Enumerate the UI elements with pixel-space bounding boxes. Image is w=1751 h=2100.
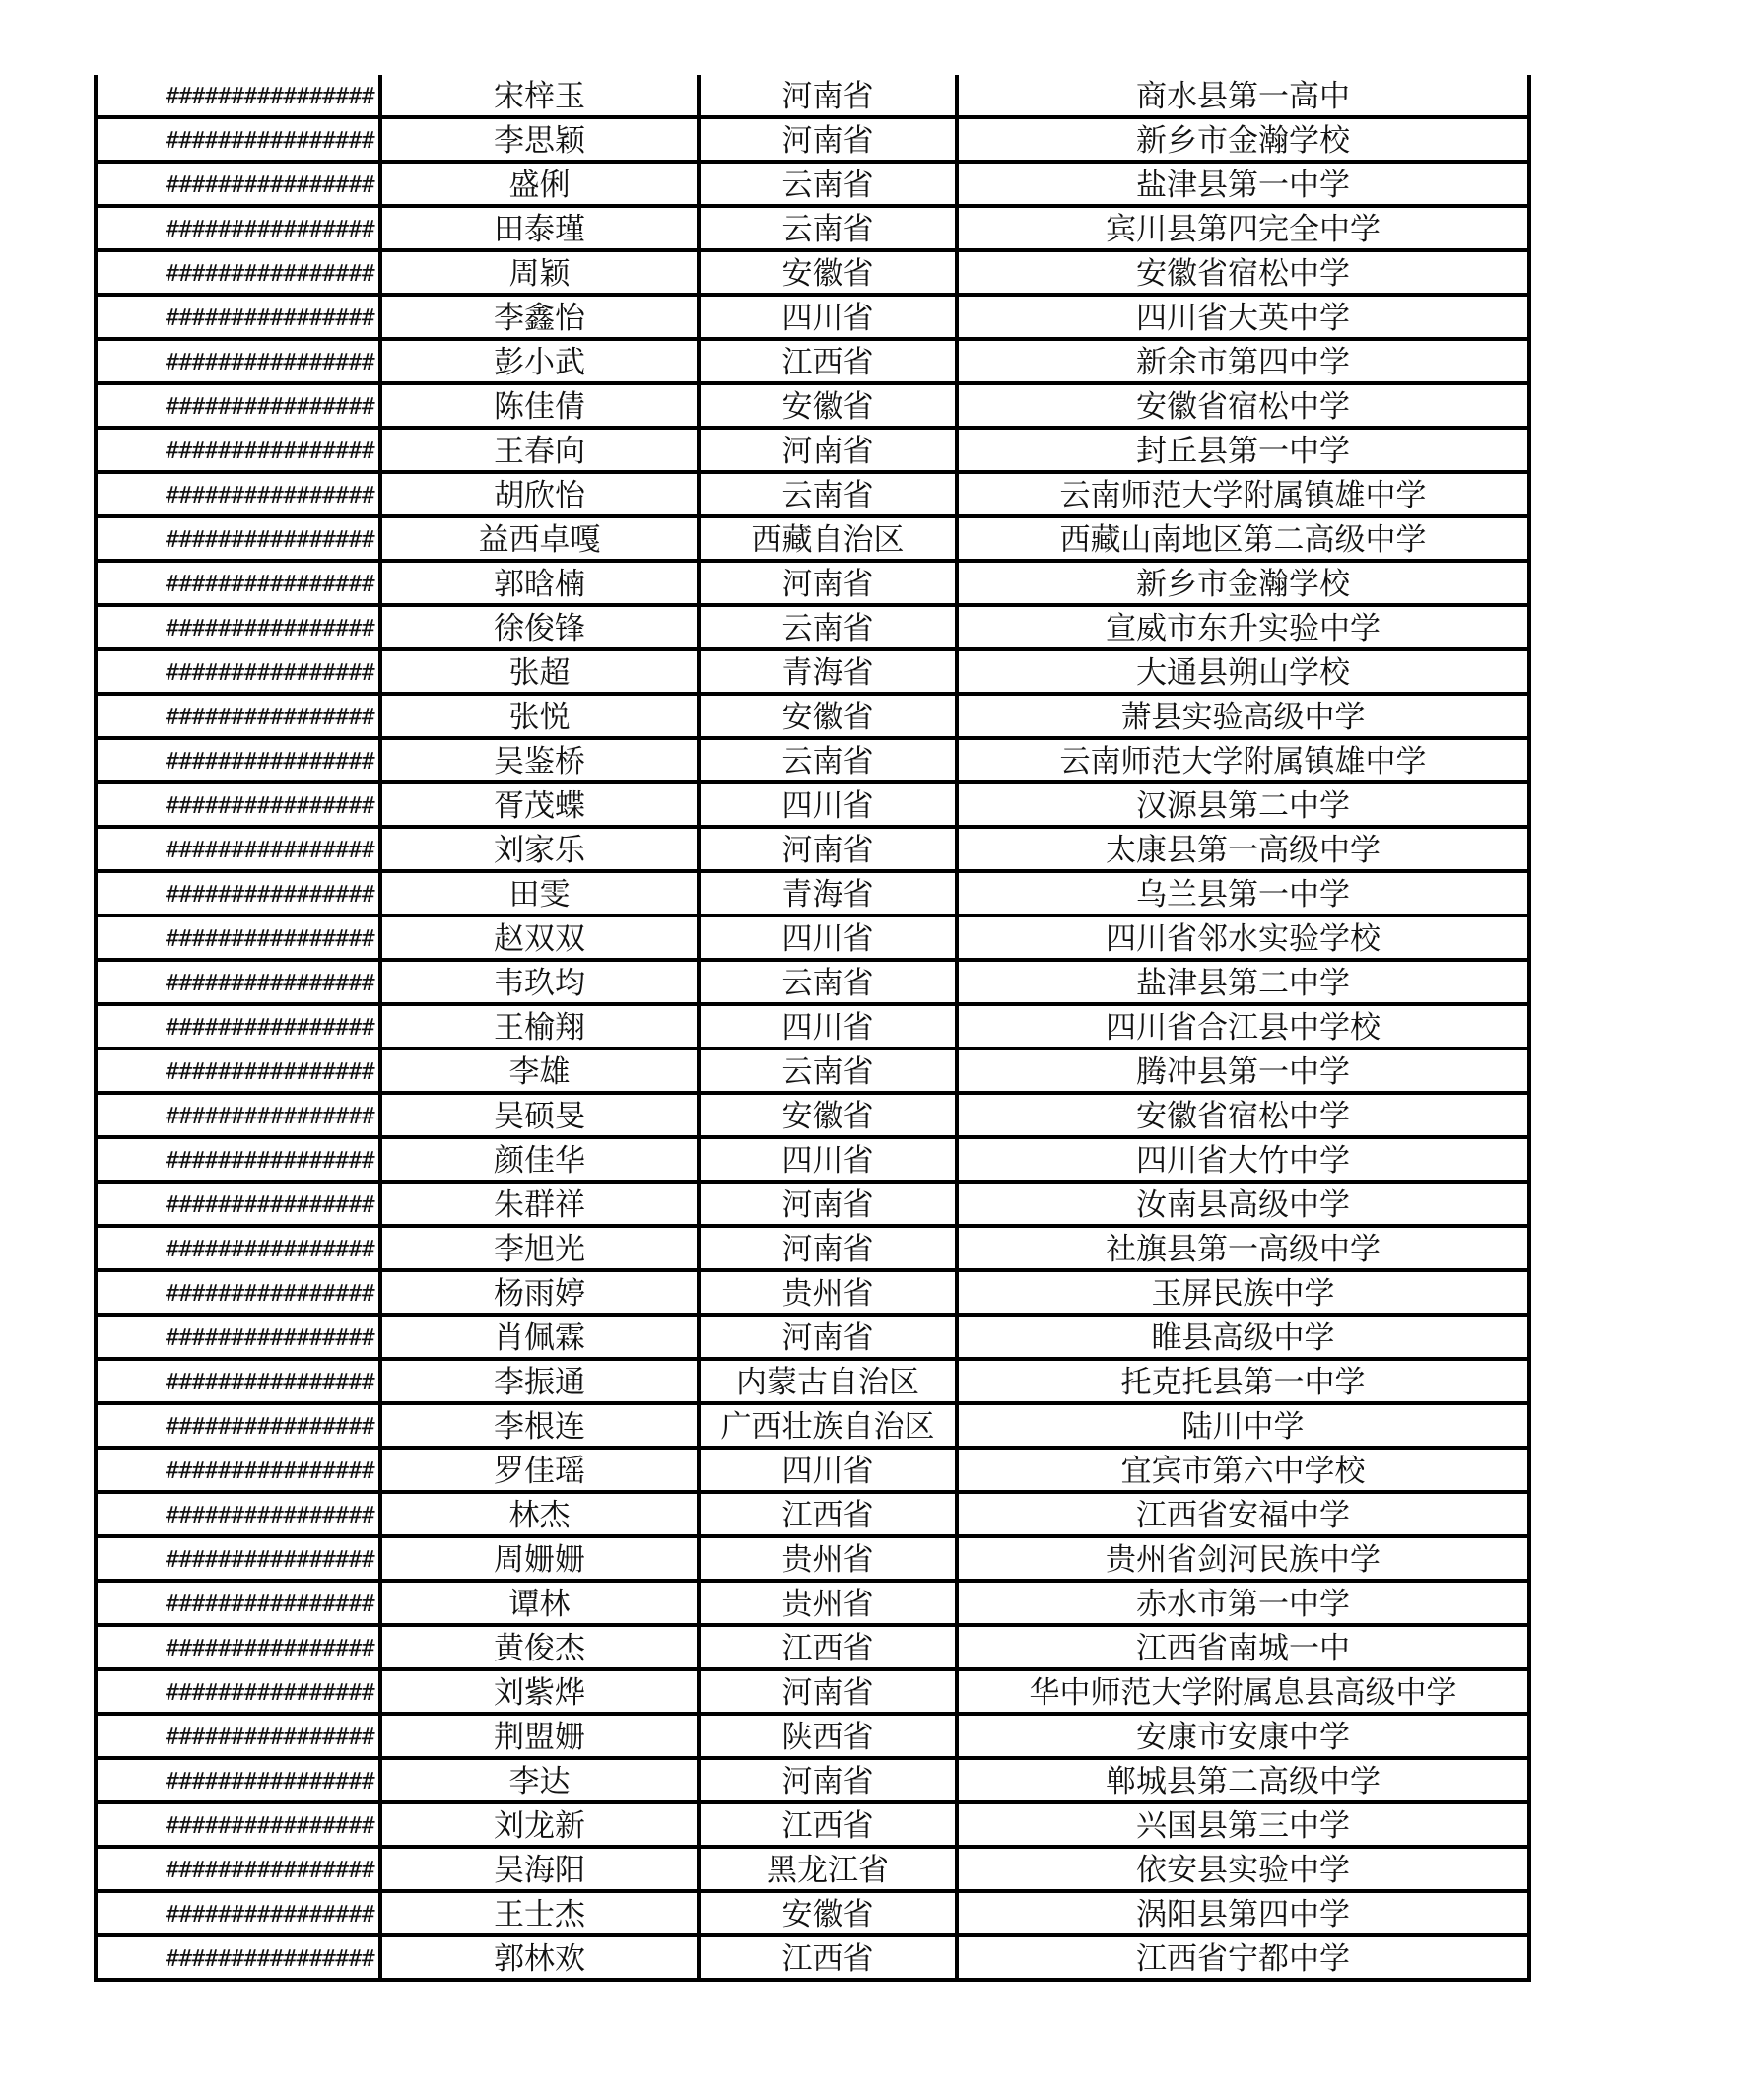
id-cell: ################ — [96, 649, 380, 694]
table-row — [96, 250, 1529, 295]
id-cell: ################ — [96, 1847, 380, 1891]
name-cell: 王榆翔 — [380, 1004, 699, 1049]
school-cell: 安徽省宿松中学 — [957, 250, 1529, 295]
id-cell: ################ — [96, 1448, 380, 1492]
table-row — [96, 1536, 1529, 1581]
name-cell: 郭林欢 — [380, 1935, 699, 1980]
id-cell: ################ — [96, 1714, 380, 1758]
id-cell: ################ — [96, 1137, 380, 1182]
table-row — [96, 738, 1529, 782]
table-row — [96, 782, 1529, 827]
name-cell: 周颖 — [380, 250, 699, 295]
province-cell: 河南省 — [699, 1226, 957, 1270]
school-cell: 郸城县第二高级中学 — [957, 1758, 1529, 1802]
name-cell: 吴硕旻 — [380, 1093, 699, 1137]
name-cell: 吴海阳 — [380, 1847, 699, 1891]
school-cell: 江西省宁都中学 — [957, 1935, 1529, 1980]
id-cell: ################ — [96, 1935, 380, 1980]
school-cell: 乌兰县第一中学 — [957, 871, 1529, 915]
name-cell: 田泰瑾 — [380, 206, 699, 250]
province-cell: 云南省 — [699, 206, 957, 250]
name-cell: 周姗姗 — [380, 1536, 699, 1581]
table-row — [96, 694, 1529, 738]
name-cell: 黄俊杰 — [380, 1625, 699, 1669]
id-cell: ################ — [96, 1049, 380, 1093]
name-cell: 刘龙新 — [380, 1802, 699, 1847]
school-cell: 新乡市金瀚学校 — [957, 561, 1529, 605]
id-cell: ################ — [96, 206, 380, 250]
id-cell: ################ — [96, 339, 380, 383]
table-row — [96, 1669, 1529, 1714]
table-row — [96, 1093, 1529, 1137]
id-cell: ################ — [96, 827, 380, 871]
table-row — [96, 428, 1529, 472]
table-row — [96, 1847, 1529, 1891]
school-cell: 安徽省宿松中学 — [957, 1093, 1529, 1137]
province-cell: 河南省 — [699, 75, 957, 117]
province-cell: 河南省 — [699, 827, 957, 871]
name-cell: 罗佳瑶 — [380, 1448, 699, 1492]
province-cell: 内蒙古自治区 — [699, 1359, 957, 1403]
id-cell: ################ — [96, 871, 380, 915]
province-cell: 安徽省 — [699, 1891, 957, 1935]
id-cell: ################ — [96, 1669, 380, 1714]
id-cell: ################ — [96, 1315, 380, 1359]
name-cell: 吴鉴桥 — [380, 738, 699, 782]
province-cell: 河南省 — [699, 561, 957, 605]
id-cell: ################ — [96, 782, 380, 827]
id-cell: ################ — [96, 738, 380, 782]
name-cell: 王春向 — [380, 428, 699, 472]
province-cell: 四川省 — [699, 1004, 957, 1049]
province-cell: 云南省 — [699, 162, 957, 206]
province-cell: 四川省 — [699, 295, 957, 339]
name-cell: 田雯 — [380, 871, 699, 915]
table-row — [96, 1049, 1529, 1093]
school-cell: 涡阳县第四中学 — [957, 1891, 1529, 1935]
school-cell: 托克托县第一中学 — [957, 1359, 1529, 1403]
school-cell: 封丘县第一中学 — [957, 428, 1529, 472]
school-cell: 安康市安康中学 — [957, 1714, 1529, 1758]
province-cell: 四川省 — [699, 1448, 957, 1492]
school-cell: 四川省邻水实验学校 — [957, 915, 1529, 960]
id-cell: ################ — [96, 250, 380, 295]
name-cell: 张超 — [380, 649, 699, 694]
province-cell: 黑龙江省 — [699, 1847, 957, 1891]
school-cell: 社旗县第一高级中学 — [957, 1226, 1529, 1270]
name-cell: 李旭光 — [380, 1226, 699, 1270]
table-row — [96, 1448, 1529, 1492]
name-cell: 刘家乐 — [380, 827, 699, 871]
province-cell: 陕西省 — [699, 1714, 957, 1758]
name-cell: 谭林 — [380, 1581, 699, 1625]
table-row — [96, 1403, 1529, 1448]
name-cell: 韦玖均 — [380, 960, 699, 1004]
name-cell: 盛俐 — [380, 162, 699, 206]
school-cell: 太康县第一高级中学 — [957, 827, 1529, 871]
id-cell: ################ — [96, 1891, 380, 1935]
school-cell: 新余市第四中学 — [957, 339, 1529, 383]
province-cell: 江西省 — [699, 1625, 957, 1669]
name-cell: 张悦 — [380, 694, 699, 738]
school-cell: 依安县实验中学 — [957, 1847, 1529, 1891]
province-cell: 安徽省 — [699, 694, 957, 738]
school-cell: 睢县高级中学 — [957, 1315, 1529, 1359]
school-cell: 赤水市第一中学 — [957, 1581, 1529, 1625]
province-cell: 青海省 — [699, 871, 957, 915]
name-cell: 徐俊锋 — [380, 605, 699, 649]
school-cell: 云南师范大学附属镇雄中学 — [957, 472, 1529, 516]
province-cell: 江西省 — [699, 1492, 957, 1536]
school-cell: 汉源县第二中学 — [957, 782, 1529, 827]
school-cell: 玉屏民族中学 — [957, 1270, 1529, 1315]
province-cell: 四川省 — [699, 782, 957, 827]
school-cell: 四川省大英中学 — [957, 295, 1529, 339]
name-cell: 李振通 — [380, 1359, 699, 1403]
province-cell: 安徽省 — [699, 250, 957, 295]
province-cell: 江西省 — [699, 339, 957, 383]
table-row — [96, 1758, 1529, 1802]
name-cell: 李思颖 — [380, 117, 699, 162]
school-cell: 安徽省宿松中学 — [957, 383, 1529, 428]
name-cell: 杨雨婷 — [380, 1270, 699, 1315]
name-cell: 李根连 — [380, 1403, 699, 1448]
province-cell: 青海省 — [699, 649, 957, 694]
school-cell: 宾川县第四完全中学 — [957, 206, 1529, 250]
id-cell: ################ — [96, 1625, 380, 1669]
table-row — [96, 1492, 1529, 1536]
province-cell: 四川省 — [699, 915, 957, 960]
province-cell: 江西省 — [699, 1802, 957, 1847]
province-cell: 河南省 — [699, 1315, 957, 1359]
province-cell: 贵州省 — [699, 1270, 957, 1315]
province-cell: 云南省 — [699, 738, 957, 782]
school-cell: 盐津县第二中学 — [957, 960, 1529, 1004]
table-row — [96, 561, 1529, 605]
table-row — [96, 472, 1529, 516]
province-cell: 江西省 — [699, 1935, 957, 1980]
id-cell: ################ — [96, 561, 380, 605]
school-cell: 大通县朔山学校 — [957, 649, 1529, 694]
name-cell: 胡欣怡 — [380, 472, 699, 516]
id-cell: ################ — [96, 1182, 380, 1226]
name-cell: 李雄 — [380, 1049, 699, 1093]
province-cell: 云南省 — [699, 472, 957, 516]
id-cell: ################ — [96, 694, 380, 738]
id-cell: ################ — [96, 383, 380, 428]
province-cell: 安徽省 — [699, 1093, 957, 1137]
school-cell: 腾冲县第一中学 — [957, 1049, 1529, 1093]
name-cell: 郭晗楠 — [380, 561, 699, 605]
name-cell: 荆盟姗 — [380, 1714, 699, 1758]
name-cell: 赵双双 — [380, 915, 699, 960]
table-row — [96, 1891, 1529, 1935]
school-cell: 云南师范大学附属镇雄中学 — [957, 738, 1529, 782]
table-row — [96, 1359, 1529, 1403]
province-cell: 云南省 — [699, 605, 957, 649]
table-row — [96, 1182, 1529, 1226]
table-row — [96, 339, 1529, 383]
table-row — [96, 960, 1529, 1004]
table-row — [96, 516, 1529, 561]
name-cell: 朱群祥 — [380, 1182, 699, 1226]
table-row — [96, 827, 1529, 871]
school-cell: 萧县实验高级中学 — [957, 694, 1529, 738]
table-row — [96, 1625, 1529, 1669]
school-cell: 四川省大竹中学 — [957, 1137, 1529, 1182]
student-list-table — [94, 75, 1531, 1982]
id-cell: ################ — [96, 117, 380, 162]
name-cell: 刘紫烨 — [380, 1669, 699, 1714]
school-cell: 华中师范大学附属息县高级中学 — [957, 1669, 1529, 1714]
id-cell: ################ — [96, 1359, 380, 1403]
school-cell: 宜宾市第六中学校 — [957, 1448, 1529, 1492]
id-cell: ################ — [96, 75, 380, 117]
id-cell: ################ — [96, 960, 380, 1004]
name-cell: 彭小武 — [380, 339, 699, 383]
id-cell: ################ — [96, 1004, 380, 1049]
province-cell: 云南省 — [699, 960, 957, 1004]
school-cell: 兴国县第三中学 — [957, 1802, 1529, 1847]
name-cell: 李达 — [380, 1758, 699, 1802]
table-row — [96, 1315, 1529, 1359]
province-cell: 西藏自治区 — [699, 516, 957, 561]
id-cell: ################ — [96, 1758, 380, 1802]
table-row — [96, 1137, 1529, 1182]
name-cell: 王士杰 — [380, 1891, 699, 1935]
table-row — [96, 117, 1529, 162]
province-cell: 贵州省 — [699, 1536, 957, 1581]
province-cell: 河南省 — [699, 1758, 957, 1802]
school-cell: 西藏山南地区第二高级中学 — [957, 516, 1529, 561]
name-cell: 颜佳华 — [380, 1137, 699, 1182]
table-row — [96, 1581, 1529, 1625]
name-cell: 林杰 — [380, 1492, 699, 1536]
table-row — [96, 75, 1529, 117]
id-cell: ################ — [96, 428, 380, 472]
id-cell: ################ — [96, 605, 380, 649]
school-cell: 陆川中学 — [957, 1403, 1529, 1448]
name-cell: 陈佳倩 — [380, 383, 699, 428]
table-row — [96, 1004, 1529, 1049]
province-cell: 云南省 — [699, 1049, 957, 1093]
id-cell: ################ — [96, 162, 380, 206]
table-row — [96, 1226, 1529, 1270]
province-cell: 河南省 — [699, 428, 957, 472]
name-cell: 肖佩霖 — [380, 1315, 699, 1359]
school-cell: 新乡市金瀚学校 — [957, 117, 1529, 162]
school-cell: 江西省安福中学 — [957, 1492, 1529, 1536]
province-cell: 四川省 — [699, 1137, 957, 1182]
school-cell: 宣威市东升实验中学 — [957, 605, 1529, 649]
school-cell: 汝南县高级中学 — [957, 1182, 1529, 1226]
id-cell: ################ — [96, 1492, 380, 1536]
province-cell: 河南省 — [699, 1669, 957, 1714]
school-cell: 四川省合江县中学校 — [957, 1004, 1529, 1049]
school-cell: 贵州省剑河民族中学 — [957, 1536, 1529, 1581]
province-cell: 河南省 — [699, 1182, 957, 1226]
table-row — [96, 162, 1529, 206]
name-cell: 胥茂蝶 — [380, 782, 699, 827]
table-row — [96, 1714, 1529, 1758]
table-row — [96, 605, 1529, 649]
id-cell: ################ — [96, 1536, 380, 1581]
id-cell: ################ — [96, 1226, 380, 1270]
id-cell: ################ — [96, 1403, 380, 1448]
table-row — [96, 915, 1529, 960]
school-cell: 盐津县第一中学 — [957, 162, 1529, 206]
table-row — [96, 1935, 1529, 1980]
id-cell: ################ — [96, 472, 380, 516]
table-row — [96, 383, 1529, 428]
school-cell: 江西省南城一中 — [957, 1625, 1529, 1669]
id-cell: ################ — [96, 1270, 380, 1315]
table-row — [96, 206, 1529, 250]
province-cell: 广西壮族自治区 — [699, 1403, 957, 1448]
id-cell: ################ — [96, 1802, 380, 1847]
table-row — [96, 1802, 1529, 1847]
province-cell: 安徽省 — [699, 383, 957, 428]
school-cell: 商水县第一高中 — [957, 75, 1529, 117]
table-row — [96, 295, 1529, 339]
name-cell: 李鑫怡 — [380, 295, 699, 339]
province-cell: 河南省 — [699, 117, 957, 162]
name-cell: 宋梓玉 — [380, 75, 699, 117]
id-cell: ################ — [96, 1093, 380, 1137]
table-row — [96, 871, 1529, 915]
id-cell: ################ — [96, 1581, 380, 1625]
table-row — [96, 649, 1529, 694]
table-body — [96, 75, 1529, 1980]
id-cell: ################ — [96, 516, 380, 561]
province-cell: 贵州省 — [699, 1581, 957, 1625]
id-cell: ################ — [96, 295, 380, 339]
id-cell: ################ — [96, 915, 380, 960]
table-row — [96, 1270, 1529, 1315]
name-cell: 益西卓嘎 — [380, 516, 699, 561]
